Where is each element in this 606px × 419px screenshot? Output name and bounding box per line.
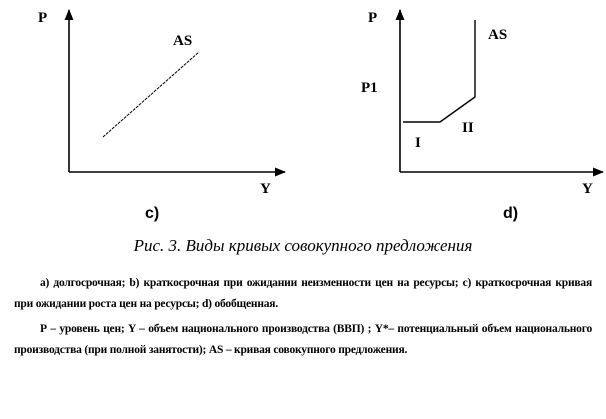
- panel-c: [38, 10, 285, 222]
- segment-label-ii: II: [462, 120, 474, 136]
- as-label-c: AS: [173, 33, 193, 49]
- x-axis-label-c: Y: [260, 181, 271, 197]
- segment-label-i: I: [415, 135, 421, 151]
- p1-label: P1: [361, 80, 378, 96]
- panel-label-c: c): [145, 205, 160, 222]
- legend-variables-text: Р – уровень цен; Y – объем национального производства (ВВП) ; Y*– потенциальный объем национального производства (при полной занятости); AS – кривая совокупного предложения.: [14, 323, 592, 356]
- as-curve-d: [403, 20, 475, 122]
- as-label-d: AS: [488, 27, 508, 43]
- panel-label-d: d): [503, 205, 519, 222]
- y-axis-label-d: P: [368, 10, 378, 26]
- as-curve-c: [103, 52, 199, 137]
- y-axis-label-c: P: [38, 10, 48, 26]
- panel-d: [361, 10, 603, 222]
- x-axis-label-d: Y: [582, 181, 593, 197]
- legend-curve-types: [14, 273, 592, 315]
- figure-caption: Рис. 3. Виды кривых совокупного предложения: [133, 236, 473, 255]
- legend-variables: [14, 319, 592, 361]
- legend-curve-types-text: а) долгосрочная; b) краткосрочная при ожидании неизменности цен на ресурсы; с) краткосрочная кривая при ожидании роста цен на ресурсы; d) обобщенная.: [14, 277, 592, 310]
